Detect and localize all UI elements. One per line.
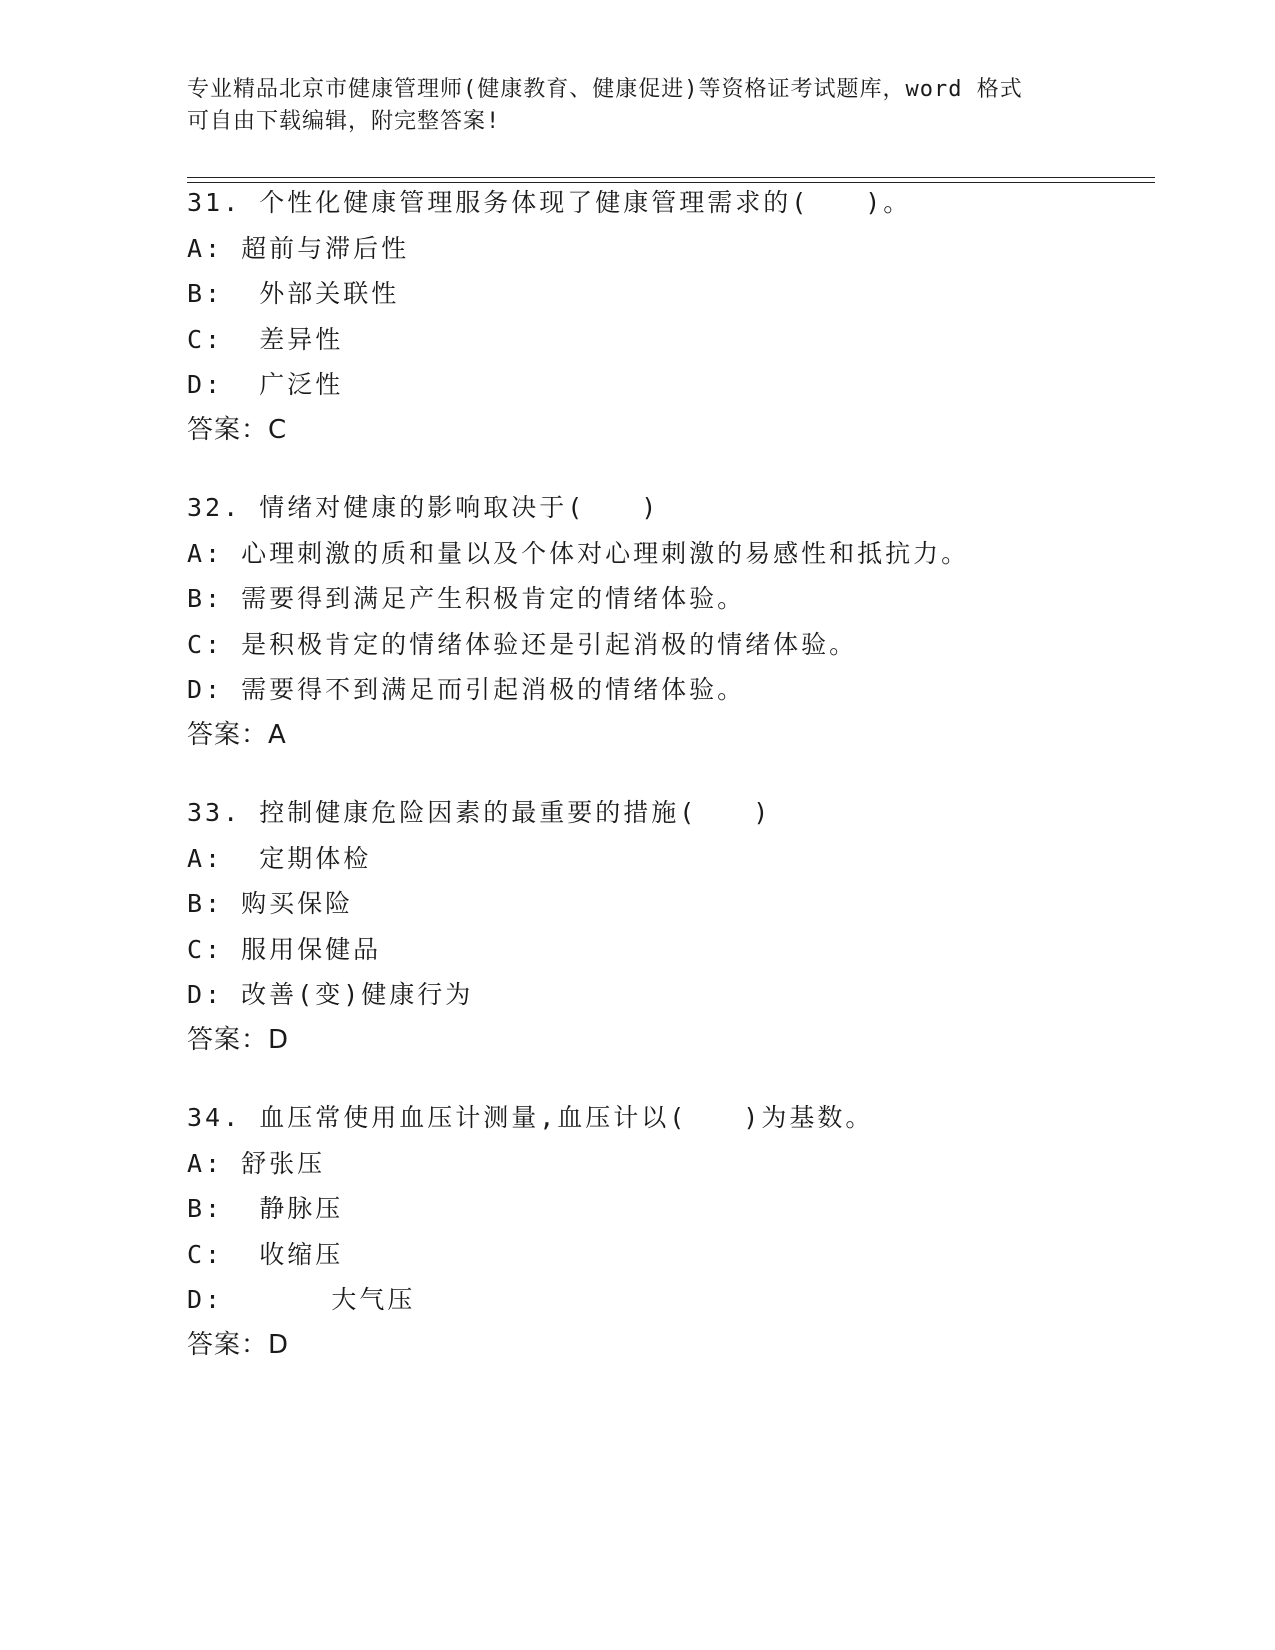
answer-line: 答案：D (187, 1329, 290, 1360)
header-line-1: 专业精品北京市健康管理师(健康教育、健康促进)等资格证考试题库，word 格式 (187, 77, 1023, 102)
answer-line: 答案：D (187, 1024, 290, 1055)
option-b: B: 购买保险 (187, 889, 354, 918)
question-33 (187, 790, 1167, 1063)
question-stem: 31. 个性化健康管理服务体现了健康管理需求的( )。 (187, 188, 912, 217)
option-d: D: 广泛性 (187, 370, 344, 399)
question-32 (187, 485, 1167, 758)
option-d: D: 大气压 (187, 1285, 416, 1314)
question-stem: 32. 情绪对健康的影响取决于( ) (187, 493, 660, 522)
option-c: C: 服用保健品 (187, 934, 382, 964)
question-stem: 34. 血压常使用血压计测量,血压计以( )为基数。 (187, 1103, 874, 1132)
option-c: C: 差异性 (187, 324, 344, 354)
question-34 (187, 1095, 1167, 1368)
answer-line: 答案：C (187, 414, 288, 445)
option-a: A: 定期体检 (187, 843, 372, 873)
option-b: B: 静脉压 (187, 1194, 344, 1223)
option-c: C: 是积极肯定的情绪体验还是引起消极的情绪体验。 (187, 629, 858, 659)
answer-line: 答案：A (187, 719, 287, 750)
option-a: A: 舒张压 (187, 1148, 326, 1178)
option-c: C: 收缩压 (187, 1239, 344, 1269)
option-a: A: 超前与滞后性 (187, 233, 410, 263)
question-stem: 33. 控制健康危险因素的最重要的措施( ) (187, 798, 772, 827)
header-line-2: 可自由下载编辑，附完整答案! (187, 109, 501, 134)
question-31 (187, 180, 1167, 453)
header-divider-top (187, 177, 1155, 178)
document-header (187, 74, 1087, 138)
option-a: A: 心理刺激的质和量以及个体对心理刺激的易感性和抵抗力。 (187, 538, 970, 568)
option-d: D: 需要得不到满足而引起消极的情绪体验。 (187, 675, 746, 704)
option-b: B: 外部关联性 (187, 279, 400, 308)
option-b: B: 需要得到满足产生积极肯定的情绪体验。 (187, 584, 746, 613)
option-d: D: 改善(变)健康行为 (187, 980, 474, 1009)
